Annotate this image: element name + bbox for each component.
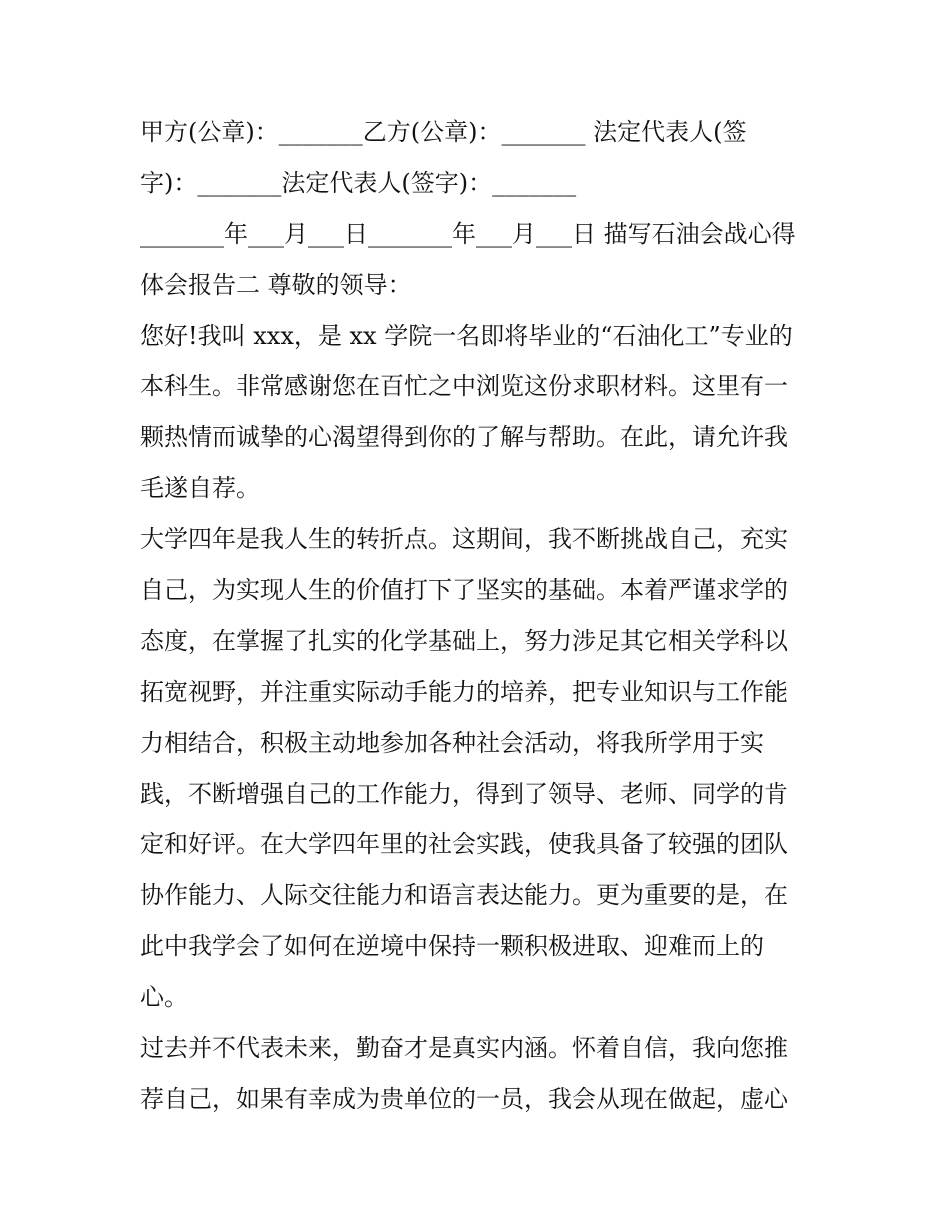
paragraph-1-line-1: 您好!我叫 xxx，是 xx 学院一名即将毕业的“石油化工”专业的 xyxy=(140,321,793,350)
paragraph-2-line-3: 态度，在掌握了扎实的化学基础上，努力涉足其它相关学科以 xyxy=(140,626,788,655)
paragraph-2-line-2: 自己，为实现人生的价值打下了坚实的基础。本着严谨求学的 xyxy=(140,576,788,605)
paragraph-2-line-7: 定和好评。在大学四年里的社会实践，使我具备了较强的团队 xyxy=(140,830,788,859)
paragraph-2-line-8: 协作能力、人际交往能力和语言表达能力。更为重要的是，在 xyxy=(140,881,788,910)
paragraph-2-line-5: 力相结合，积极主动地参加各种社会活动，将我所学用于实 xyxy=(140,728,764,757)
document-body xyxy=(140,107,812,1125)
signature-line-1: 甲方(公章)：_______乙方(公章)：_______ 法定代表人(签 xyxy=(140,118,747,146)
paragraph-2-line-4: 拓宽视野，并注重实际动手能力的培养，把专业知识与工作能 xyxy=(140,677,788,706)
title-salutation-line: 体会报告二 尊敬的领导： xyxy=(140,270,412,299)
paragraph-1-line-2: 本科生。非常感谢您在百忙之中浏览这份求职材料。这里有一 xyxy=(140,372,788,401)
paragraph-3-line-1: 过去并不代表未来，勤奋才是真实内涵。怀着自信，我向您推 xyxy=(140,1034,788,1063)
paragraph-1-line-3: 颗热情而诚挚的心渴望得到你的了解与帮助。在此，请允许我 xyxy=(140,423,788,452)
paragraph-1-line-4: 毛遂自荐。 xyxy=(140,474,260,503)
paragraph-2-line-10: 心。 xyxy=(140,983,188,1012)
paragraph-2-line-6: 践，不断增强自己的工作能力，得到了领导、老师、同学的肯 xyxy=(140,779,788,808)
date-title-line: _______年___月___日_______年___月___日 描写石油会战心得 xyxy=(140,219,796,248)
paragraph-3-line-2: 荐自己，如果有幸成为贵单位的一员，我会从现在做起，虚心 xyxy=(140,1084,788,1113)
paragraph-2-line-9: 此中我学会了如何在逆境中保持一颗积极进取、迎难而上的 xyxy=(140,932,764,961)
paragraph-2-line-1: 大学四年是我人生的转折点。这期间，我不断挑战自己，充实 xyxy=(140,525,788,554)
signature-line-2: 字)：_______法定代表人(签字)：_______ xyxy=(140,168,577,197)
